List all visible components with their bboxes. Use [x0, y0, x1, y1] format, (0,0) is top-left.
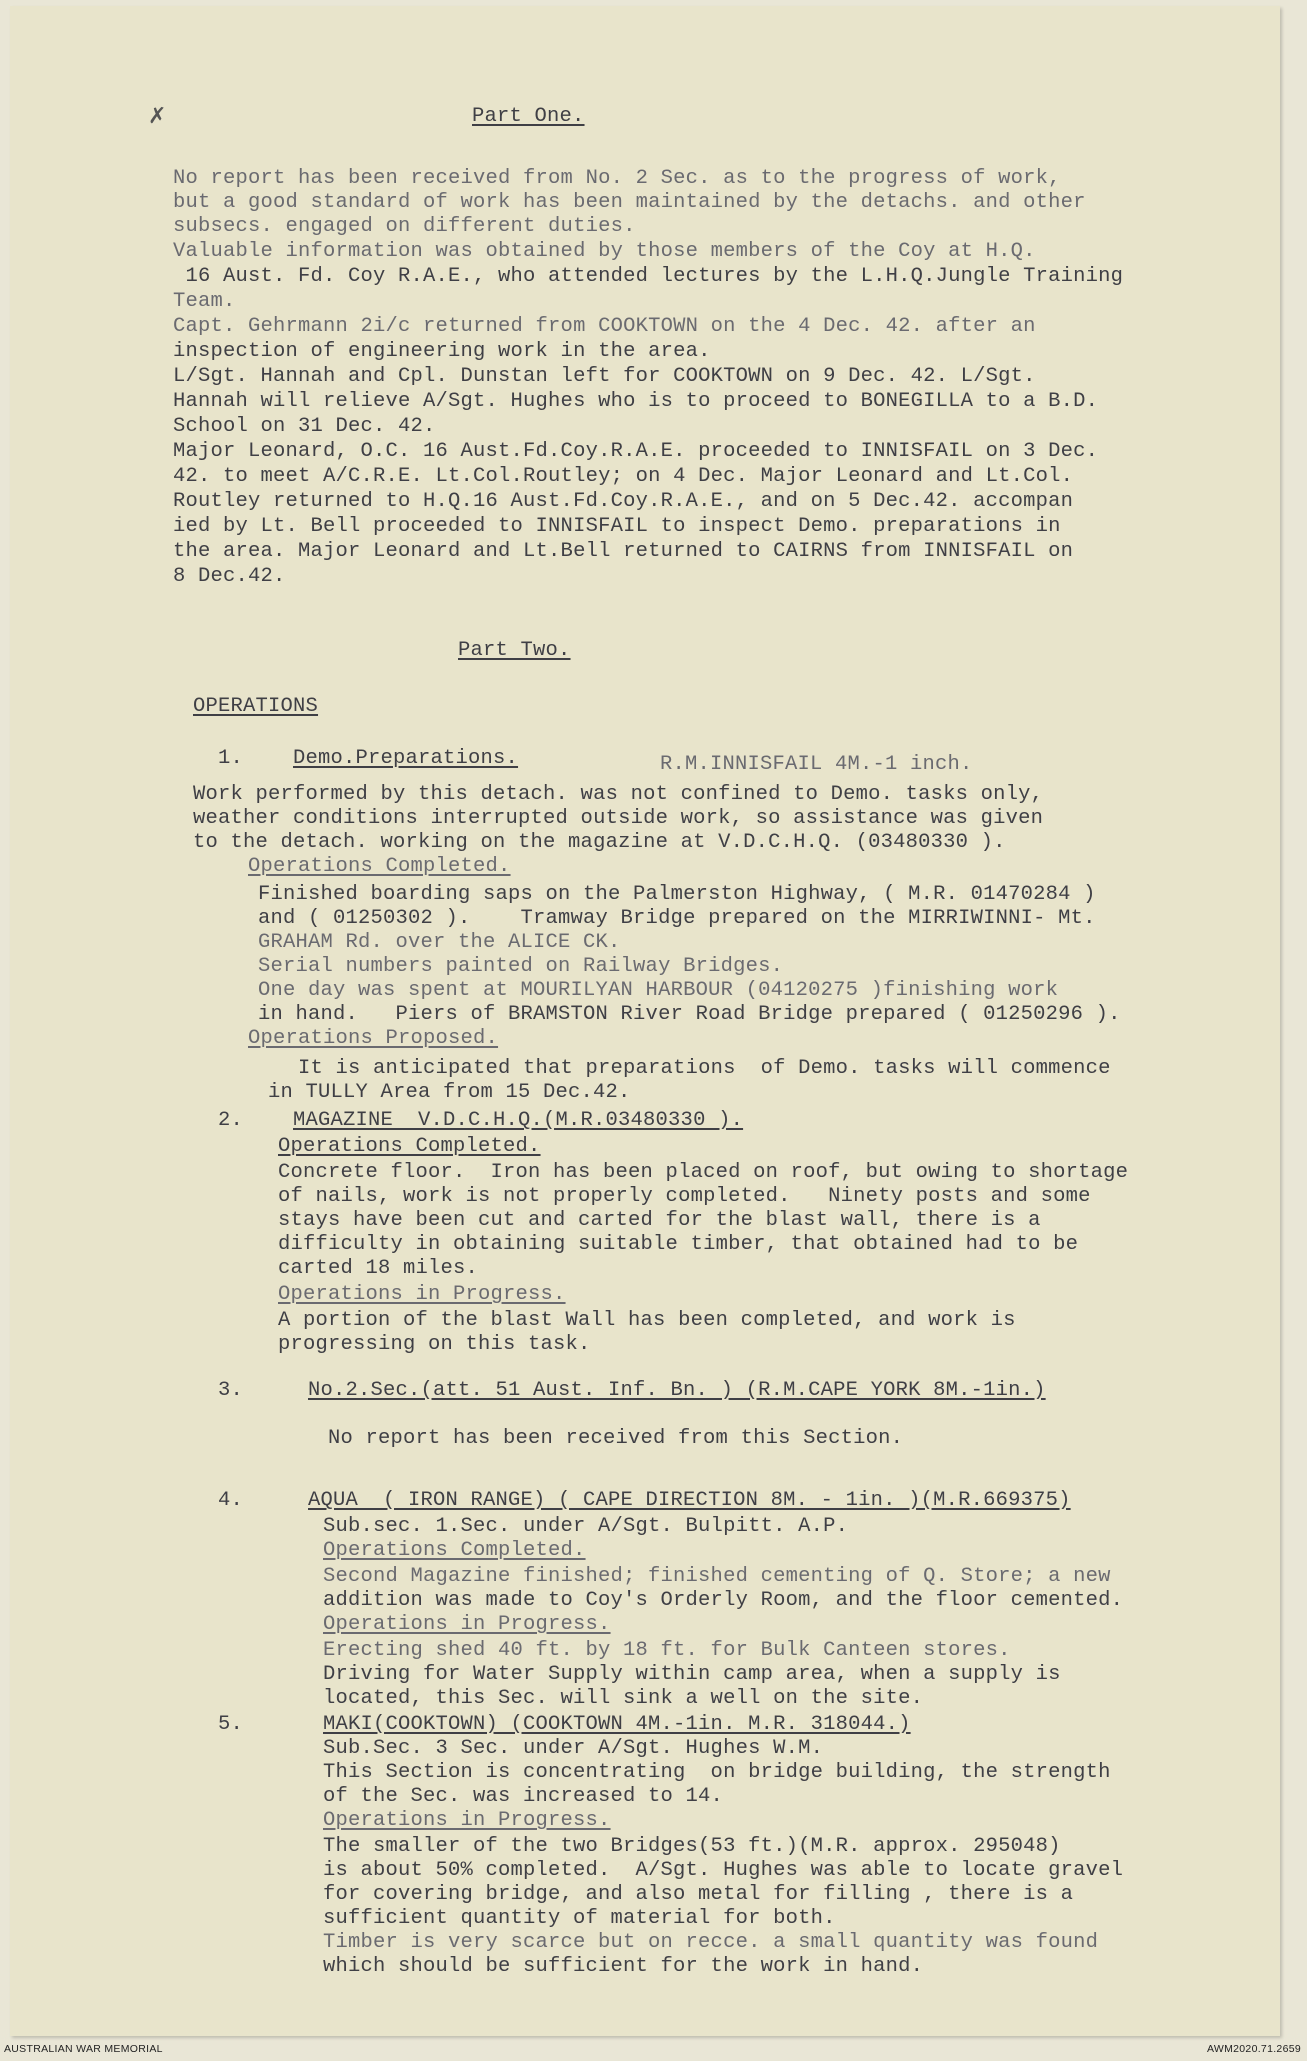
part-two-heading: Part Two. [458, 639, 571, 662]
item-number: 1. [218, 747, 244, 770]
item-line: Erecting shed 40 ft. by 18 ft. for Bulk Canteen stores. [323, 1639, 1011, 1662]
item-number: 2. [218, 1109, 244, 1132]
part-one-heading: Part One. [472, 105, 585, 128]
item-line: It is anticipated that preparations of Demo. tasks will commence [298, 1057, 1111, 1080]
item-line: located, this Sec. will sink a well on the site. [323, 1687, 924, 1710]
item-line: is about 50% completed. A/Sgt. Hughes was able to locate gravel [323, 1859, 1124, 1882]
item-line: for covering bridge, and also metal for filling , there is a [323, 1883, 1074, 1906]
item-line: No report has been received from this Section. [328, 1427, 904, 1450]
item-line: A portion of the blast Wall has been completed, and work is [278, 1309, 1016, 1332]
item-title: Demo.Preparations. [293, 747, 519, 770]
item-line: Timber is very scarce but on recce. a small quantity was found [323, 1931, 1099, 1954]
part-one-line: Hannah will relieve A/Sgt. Hughes who is to proceed to BONEGILLA to a B.D. [173, 390, 1099, 413]
item-number: 4. [218, 1489, 244, 1512]
part-one-line: Valuable information was obtained by those members of the Coy at H.Q. [173, 240, 1036, 263]
item-title: AQUA ( IRON RANGE) ( CAPE DIRECTION 8M. - 1in. )(M.R.669375) [308, 1489, 1071, 1512]
margin-mark-icon: ✗ [148, 104, 167, 129]
operations-in-progress-label: Operations in Progress. [323, 1809, 611, 1832]
part-one-line: School on 31 Dec. 42. [173, 415, 436, 438]
item-line: in hand. Piers of BRAMSTON River Road Bridge prepared ( 01250296 ). [258, 1003, 1121, 1026]
part-one-line: the area. Major Leonard and Lt.Bell returned to CAIRNS from INNISFAIL on [173, 540, 1074, 563]
subsection-line: Sub.Sec. 3 Sec. under A/Sgt. Hughes W.M. [323, 1737, 824, 1760]
map-reference: R.M.INNISFAIL 4M.-1 inch. [660, 753, 973, 776]
document-page [10, 6, 1280, 2036]
operations-completed-label: Operations Completed. [278, 1135, 541, 1158]
part-one-line: Routley returned to H.Q.16 Aust.Fd.Coy.R.A.E., and on 5 Dec.42. accompan [173, 490, 1074, 513]
item-line: of nails, work is not properly completed. Ninety posts and some [278, 1185, 1091, 1208]
item-title: MAGAZINE V.D.C.H.Q.(M.R.03480330 ). [293, 1109, 744, 1132]
part-one-line: 42. to meet A/C.R.E. Lt.Col.Routley; on 4 Dec. Major Leonard and Lt.Col. [173, 465, 1074, 488]
item-line: to the detach. working on the magazine at V.D.C.H.Q. (03480330 ). [193, 831, 1006, 854]
item-line: Driving for Water Supply within camp area, when a supply is [323, 1663, 1061, 1686]
operations-completed-label: Operations Completed. [248, 855, 511, 878]
footer-left: AUSTRALIAN WAR MEMORIAL [4, 2043, 163, 2055]
operations-completed-label: Operations Completed. [323, 1539, 586, 1562]
typed-document [10, 6, 1280, 2036]
item-line: One day was spent at MOURILYAN HARBOUR (04120275 )finishing work [258, 979, 1059, 1002]
item-line: carted 18 miles. [278, 1257, 479, 1280]
item-line: of the Sec. was increased to 14. [323, 1785, 724, 1808]
operations-in-progress-label: Operations in Progress. [278, 1283, 566, 1306]
item-line: progressing on this task. [278, 1333, 591, 1356]
operations-heading: OPERATIONS [193, 695, 319, 718]
item-line: The smaller of the two Bridges(53 ft.)(M.R. approx. 295048) [323, 1835, 1061, 1858]
footer-right: AWM2020.71.2659 [1206, 2043, 1301, 2055]
item-line: which should be sufficient for the work in hand. [323, 1955, 924, 1978]
part-one-line: ied by Lt. Bell proceeded to INNISFAIL to inspect Demo. preparations in [173, 515, 1061, 538]
item-line: Finished boarding saps on the Palmerston Highway, ( M.R. 01470284 ) [258, 883, 1096, 906]
part-one-line: subsecs. engaged on different duties. [173, 215, 636, 238]
part-one-line: No report has been received from No. 2 Sec. as to the progress of work, [173, 167, 1061, 190]
part-one-line: Major Leonard, O.C. 16 Aust.Fd.Coy.R.A.E. proceeded to INNISFAIL on 3 Dec. [173, 440, 1099, 463]
item-line: GRAHAM Rd. over the ALICE CK. [258, 931, 621, 954]
item-line: This Section is concentrating on bridge building, the strength [323, 1761, 1111, 1784]
item-line: addition was made to Coy's Orderly Room, and the floor cemented. [323, 1589, 1124, 1612]
item-line: stays have been cut and carted for the blast wall, there is a [278, 1209, 1041, 1232]
part-one-line: 16 Aust. Fd. Coy R.A.E., who attended lectures by the L.H.Q.Jungle Training [173, 265, 1124, 288]
item-line: Work performed by this detach. was not confined to Demo. tasks only, [193, 783, 1044, 806]
item-title: MAKI(COOKTOWN) (COOKTOWN 4M.-1in. M.R. 318044.) [323, 1713, 911, 1736]
item-title: No.2.Sec.(att. 51 Aust. Inf. Bn. ) (R.M.CAPE YORK 8M.-1in.) [308, 1379, 1046, 1402]
item-line: in TULLY Area from 15 Dec.42. [268, 1081, 631, 1104]
subsection-line: Sub.sec. 1.Sec. under A/Sgt. Bulpitt. A.P. [323, 1515, 849, 1538]
operations-proposed-label: Operations Proposed. [248, 1027, 499, 1050]
operations-in-progress-label: Operations in Progress. [323, 1613, 611, 1636]
part-one-line: but a good standard of work has been maintained by the detachs. and other [173, 191, 1086, 214]
item-line: Second Magazine finished; finished cementing of Q. Store; a new [323, 1565, 1111, 1588]
item-line: Serial numbers painted on Railway Bridges. [258, 955, 784, 978]
item-number: 3. [218, 1379, 244, 1402]
item-line: weather conditions interrupted outside work, so assistance was given [193, 807, 1044, 830]
item-line: sufficient quantity of material for both. [323, 1907, 836, 1930]
part-one-line: inspection of engineering work in the area. [173, 340, 711, 363]
part-one-line: 8 Dec.42. [173, 565, 286, 588]
item-line: Concrete floor. Iron has been placed on roof, but owing to shortage [278, 1161, 1129, 1184]
part-one-line: Team. [173, 290, 236, 313]
item-line: and ( 01250302 ). Tramway Bridge prepared on the MIRRIWINNI- Mt. [258, 907, 1096, 930]
item-line: difficulty in obtaining suitable timber, that obtained had to be [278, 1233, 1079, 1256]
item-number: 5. [218, 1713, 244, 1736]
part-one-line: L/Sgt. Hannah and Cpl. Dunstan left for COOKTOWN on 9 Dec. 42. L/Sgt. [173, 365, 1036, 388]
part-one-line: Capt. Gehrmann 2i/c returned from COOKTOWN on the 4 Dec. 42. after an [173, 315, 1036, 338]
